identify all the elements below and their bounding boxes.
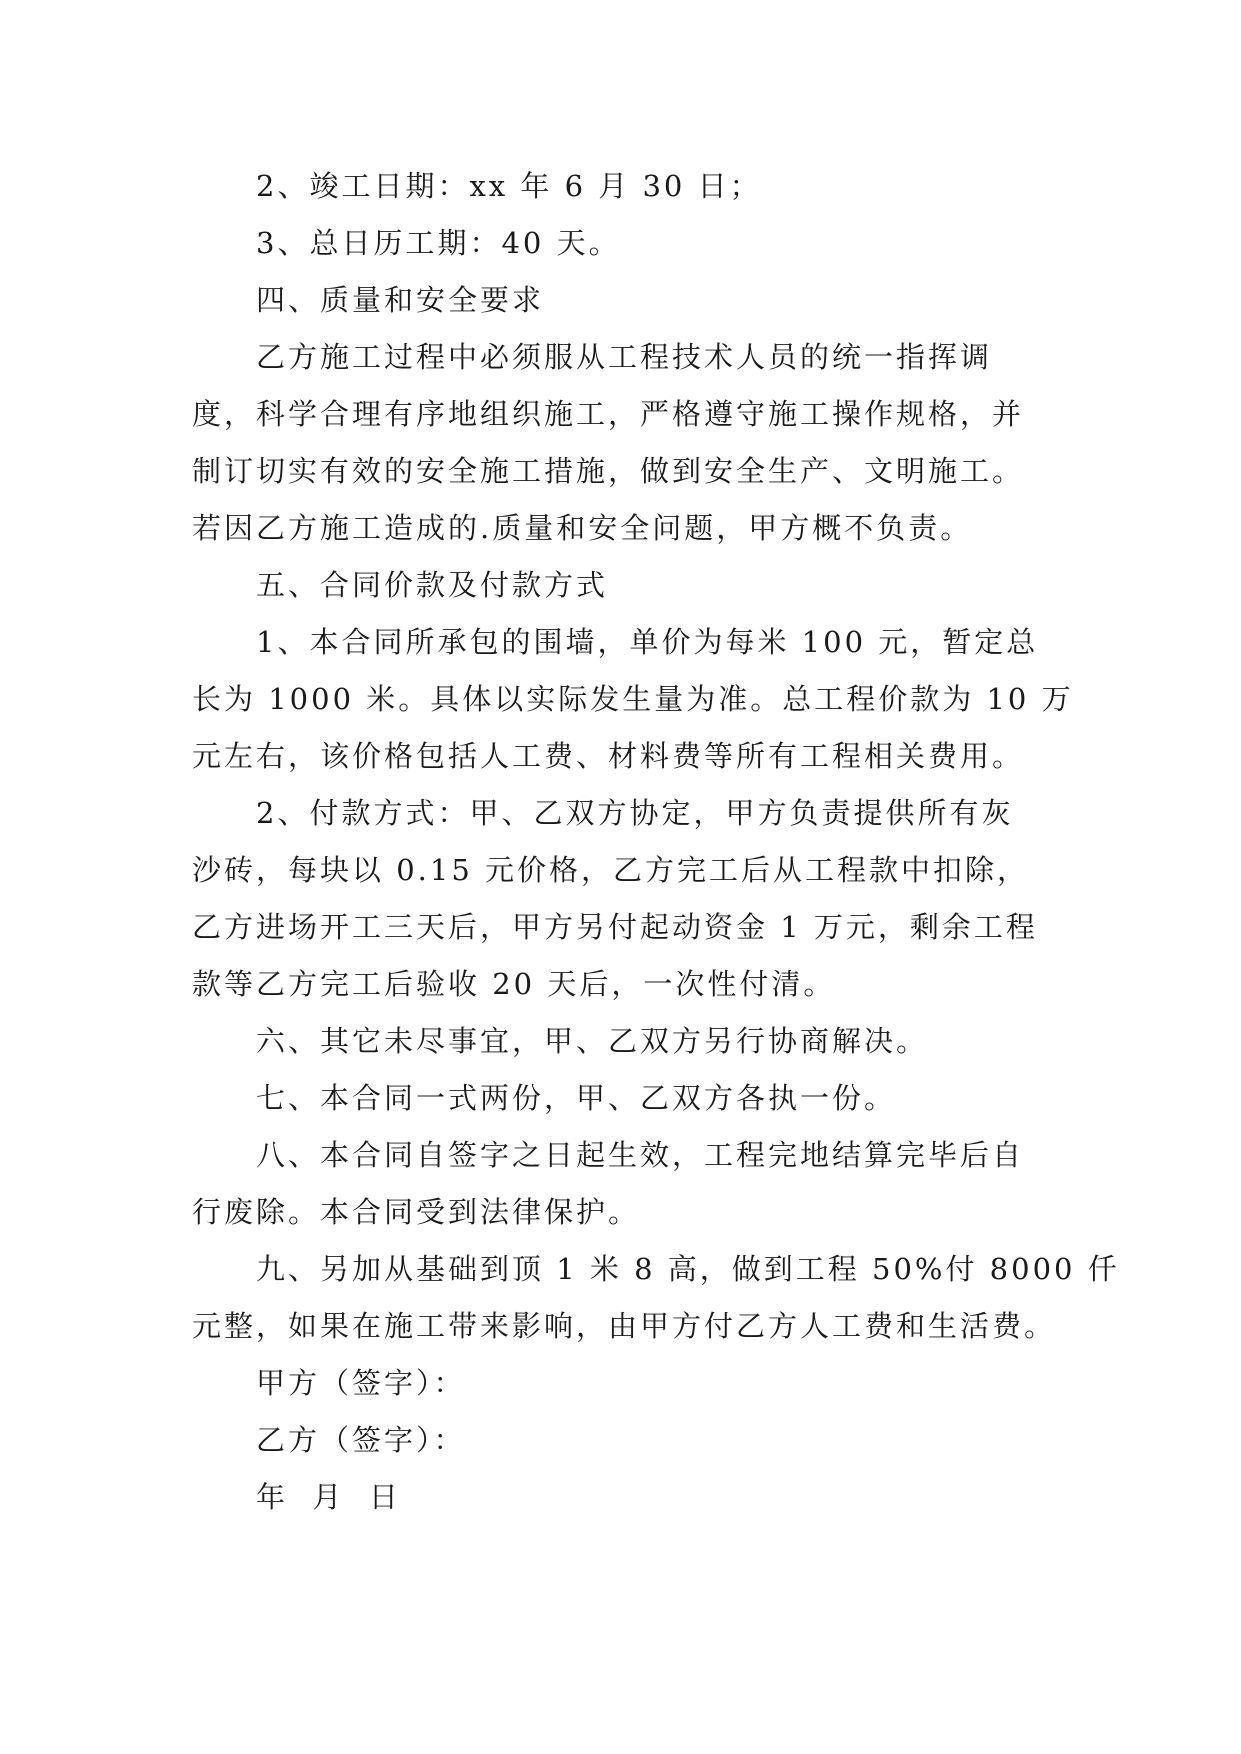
signature-party-b [192,1412,1062,1469]
text-line: 乙方施工过程中必须服从工程技术人员的统一指挥调 [256,340,993,374]
section-heading [192,1013,1062,1070]
paragraph [192,329,1062,557]
text-line: 五、合同价款及付款方式 [256,568,609,602]
text-line: 八、本合同自签字之日起生效，工程完地结算完毕后自 [256,1138,1025,1172]
text-line: 乙方（签字）： [256,1423,466,1457]
text-line: 款等乙方完工后验收 20 天后，一次性付清。 [192,967,836,1001]
text-line: 四、质量和安全要求 [256,283,545,317]
paragraph [192,785,1062,1013]
text-line: 七、本合同一式两份，甲、乙双方各执一份。 [256,1081,897,1115]
text-line: 六、其它未尽事宜，甲、乙双方另行协商解决。 [256,1024,929,1058]
paragraph [192,1241,1120,1355]
text-line: 制订切实有效的安全施工措施，做到安全生产、文明施工。 [192,454,1025,488]
signature-date [192,1469,1062,1526]
text-line: 1、本合同所承包的围墙，单价为每米 100 元，暂定总 [256,625,1039,659]
paragraph [192,215,1062,272]
section-heading [192,1070,1062,1127]
text-line: 3、总日历工期：40 天。 [256,226,621,260]
text-line: 2、付款方式：甲、乙双方协定，甲方负责提供所有灰 [256,796,1014,830]
paragraph [192,158,1062,215]
section-heading [192,272,1062,329]
section-heading [192,557,1062,614]
text-line: 元整，如果在施工带来影响，由甲方付乙方人工费和生活费。 [192,1309,1057,1343]
text-line: 若因乙方施工造成的.质量和安全问题，甲方概不负责。 [192,511,973,545]
paragraph [192,1127,1062,1241]
text-line: 行废除。本合同受到法律保护。 [192,1195,641,1229]
text-line: 度，科学合理有序地组织施工，严格遵守施工操作规格，并 [192,397,1025,431]
text-line: 2、竣工日期：xx 年 6 月 30 日； [256,169,762,203]
text-line: 甲方（签字）： [256,1366,466,1400]
text-line: 九、另加从基础到顶 1 米 8 高，做到工程 50%付 8000 仟 [256,1252,1120,1286]
contract-text [192,158,1120,1526]
text-line: 年 月 日 [256,1480,401,1514]
paragraph [192,614,1074,785]
text-line: 元左右，该价格包括人工费、材料费等所有工程相关费用。 [192,739,1025,773]
text-line: 乙方进场开工三天后，甲方另付起动资金 1 万元，剩余工程 [192,910,1038,944]
signature-party-a [192,1355,1062,1412]
text-line: 长为 1000 米。具体以实际发生量为准。总工程价款为 10 万 [192,682,1074,716]
text-line: 沙砖，每块以 0.15 元价格，乙方完工后从工程款中扣除， [192,853,1030,887]
